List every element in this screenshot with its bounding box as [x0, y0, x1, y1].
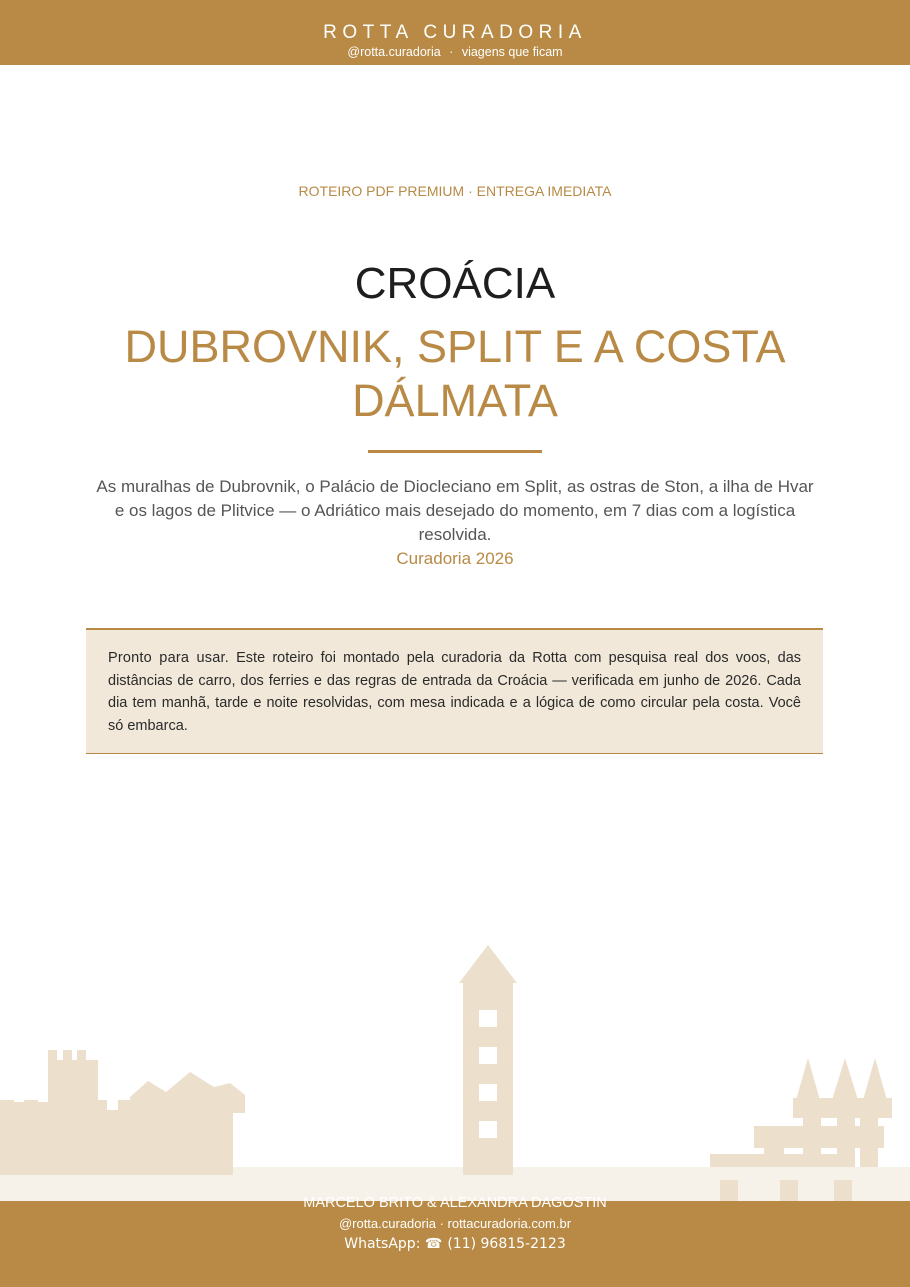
instagram-handle[interactable]: @rotta.curadoria — [347, 45, 441, 59]
notice-body: Este roteiro foi montado pela curadoria da Rotta com pesquisa real dos voos, das distâncias de carro, dos ferries e das regras de entrada da Croácia — verificada em junho de 2026. Cada dia tem manhã, tarde e noite resolvidas, com mesa indicada e a lógica de como circular pela costa. Você só embarca. — [108, 650, 802, 734]
eyebrow-label: ROTEIRO PDF PREMIUM · ENTREGA IMEDIATA — [298, 183, 612, 199]
phone-icon: ☎ — [424, 1236, 443, 1252]
description: As muralhas de Dubrovnik, o Palácio de Diocleciano em Split, as ostras de Ston, a ilha de Hvar e os lagos de Plitvice — o Adriático mais desejado do momento, em 7 dias com a logística resolvida. — [96, 477, 814, 544]
phone-number[interactable]: (11) 96815-2123 — [447, 1236, 566, 1252]
destination-subtitle: DUBROVNIK, SPLIT E A COSTA DÁLMATA — [124, 321, 786, 426]
house-roofs — [130, 1072, 245, 1113]
contact-line[interactable]: @rotta.curadoria · rottacuradoria.com.br — [338, 1216, 572, 1231]
country-title: CROÁCIA — [354, 259, 556, 308]
separator: · — [449, 45, 454, 59]
edition-label: Curadoria 2026 — [396, 549, 514, 568]
header-bar — [0, 0, 910, 65]
brand-subline — [0, 45, 910, 60]
fortress-walls — [0, 1050, 233, 1180]
city-skyline-illustration — [0, 940, 910, 1210]
tagline: viagens que ficam — [461, 45, 563, 59]
brand-name: ROTTA CURADORIA — [323, 22, 587, 43]
whatsapp-label: WhatsApp: — [344, 1236, 421, 1252]
title-divider — [368, 450, 542, 453]
ready-notice-box — [86, 628, 823, 754]
notice-lead: Pronto para usar. — [108, 650, 229, 666]
footer-bar — [0, 1195, 910, 1287]
authors: MARCELO BRITO & ALEXANDRA DAGOSTIN — [303, 1195, 607, 1211]
whatsapp-line[interactable] — [0, 1236, 910, 1253]
